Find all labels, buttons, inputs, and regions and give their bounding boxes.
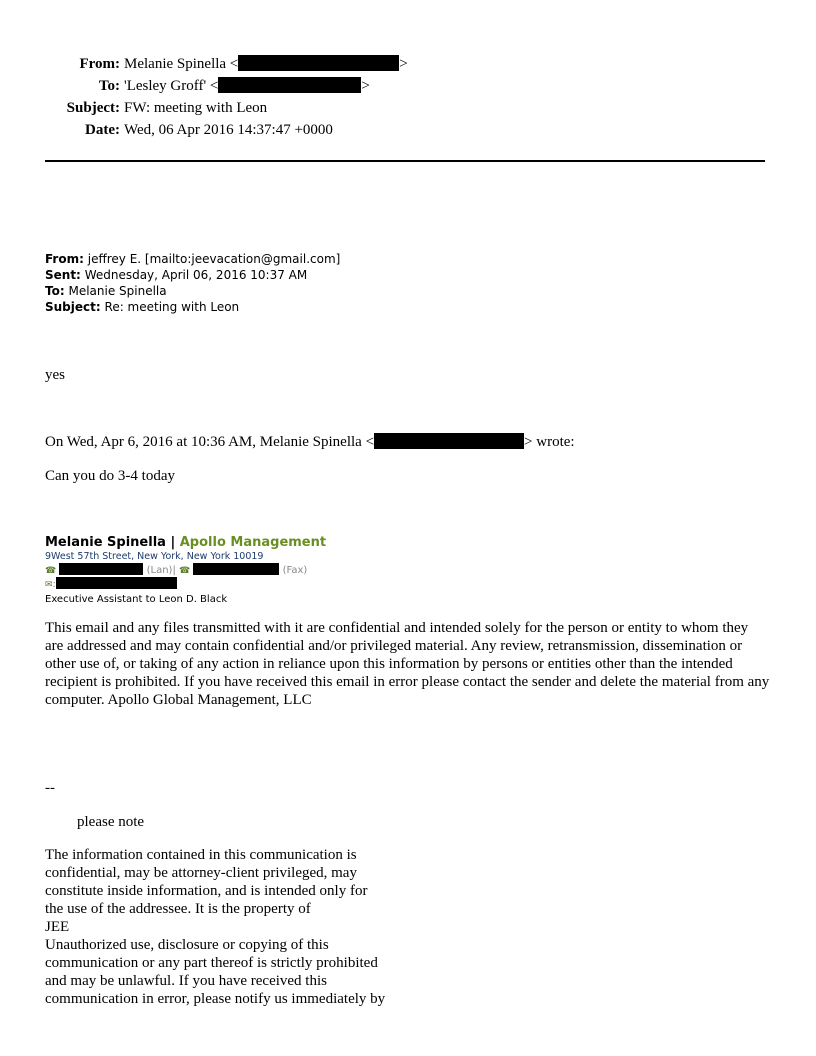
signature-email-line [45,577,326,591]
signature-address: 9West 57th Street, New York, New York 10019 [45,551,264,562]
signature-name: Melanie Spinella [45,535,166,550]
fwd-from-label: From: [45,252,84,266]
signature-pipe: | [172,565,176,576]
fwd-subject-value: Re: meeting with Leon [104,300,240,314]
notice-line: the use of the addressee. It is the property of [45,901,311,917]
signature-lan-label: (Lan) [146,565,173,576]
fwd-subject-label: Subject: [45,300,101,314]
phone-icon: ☎ [179,566,191,576]
header-date-value: Wed, 06 Apr 2016 14:37:47 +0000 [124,122,333,138]
header-from-close: > [399,56,408,72]
email-header [0,53,816,141]
signature-title: Executive Assistant to Leon D. Black [45,594,228,605]
fwd-to-value: Melanie Spinella [68,284,167,298]
fwd-sent-label: Sent: [45,268,81,282]
redaction-box [59,563,143,575]
notice-line: communication or any part thereof is strictly prohibited [45,955,378,971]
signature-separator: | [165,535,180,550]
phone-icon: ☎ [45,566,57,576]
header-to-label: To: [98,78,120,94]
header-subject-value: FW: meeting with Leon [124,100,268,116]
notice-line: confidential, may be attorney-client privileged, may [45,865,357,881]
header-from-row [0,53,816,75]
quote-intro [45,433,575,451]
notice-line: The information contained in this communication is [45,847,357,863]
forwarded-header [45,251,340,315]
redaction-box [238,55,399,71]
header-divider [45,160,765,162]
header-from-value: Melanie Spinella < [124,56,239,72]
signature-email-colon: : [52,579,56,590]
confidentiality-disclaimer: This email and any files transmitted with it are confidential and intended solely for the person or entity to whom they are addressed and may contain confidential and/or privileged material. Any review, retransmission, dissemination or other use of, or taking of any action in reliance upon this information by persons or entities other than the intended recipient is prohibited. If you have received this email in error please contact the sender and delete the material from any computer. Apollo Global Management, LLC [45,620,770,708]
header-subject-label: Subject: [66,100,120,116]
redaction-box [374,433,524,449]
quoted-text: Can you do 3-4 today [45,468,175,484]
header-to-row [0,75,816,97]
header-date-row [0,119,816,141]
signature-company: Apollo Management [179,535,327,550]
please-note: please note [77,814,145,830]
jee-notice [45,846,445,1008]
notice-line: JEE [45,919,70,935]
redaction-box [56,577,177,589]
quote-intro-suffix: > wrote: [524,434,575,450]
notice-line: communication in error, please notify us immediately by [45,991,386,1007]
signature-fax-label: (Fax) [282,565,308,576]
redaction-box [218,77,361,93]
email-signature [45,535,326,607]
redaction-box [193,563,279,575]
reply-text: yes [45,367,65,383]
notice-line: constitute inside information, and is intended only for [45,883,368,899]
header-subject-row [0,97,816,119]
fwd-from-value: jeffrey E. [mailto:jeevacation@gmail.com] [87,252,341,266]
header-date-label: Date: [85,122,120,138]
mail-icon: ✉ [45,580,53,590]
header-to-value: 'Lesley Groff' < [124,78,219,94]
signature-dashes: -- [45,780,55,796]
notice-line: Unauthorized use, disclosure or copying of this [45,937,329,953]
quote-intro-prefix: On Wed, Apr 6, 2016 at 10:36 AM, Melanie Spinella < [45,434,375,450]
header-from-label: From: [79,56,120,72]
fwd-to-label: To: [45,284,65,298]
signature-phone-line [45,563,326,577]
fwd-sent-value: Wednesday, April 06, 2016 10:37 AM [84,268,308,282]
header-to-close: > [361,78,370,94]
notice-line: and may be unlawful. If you have received this [45,973,327,989]
